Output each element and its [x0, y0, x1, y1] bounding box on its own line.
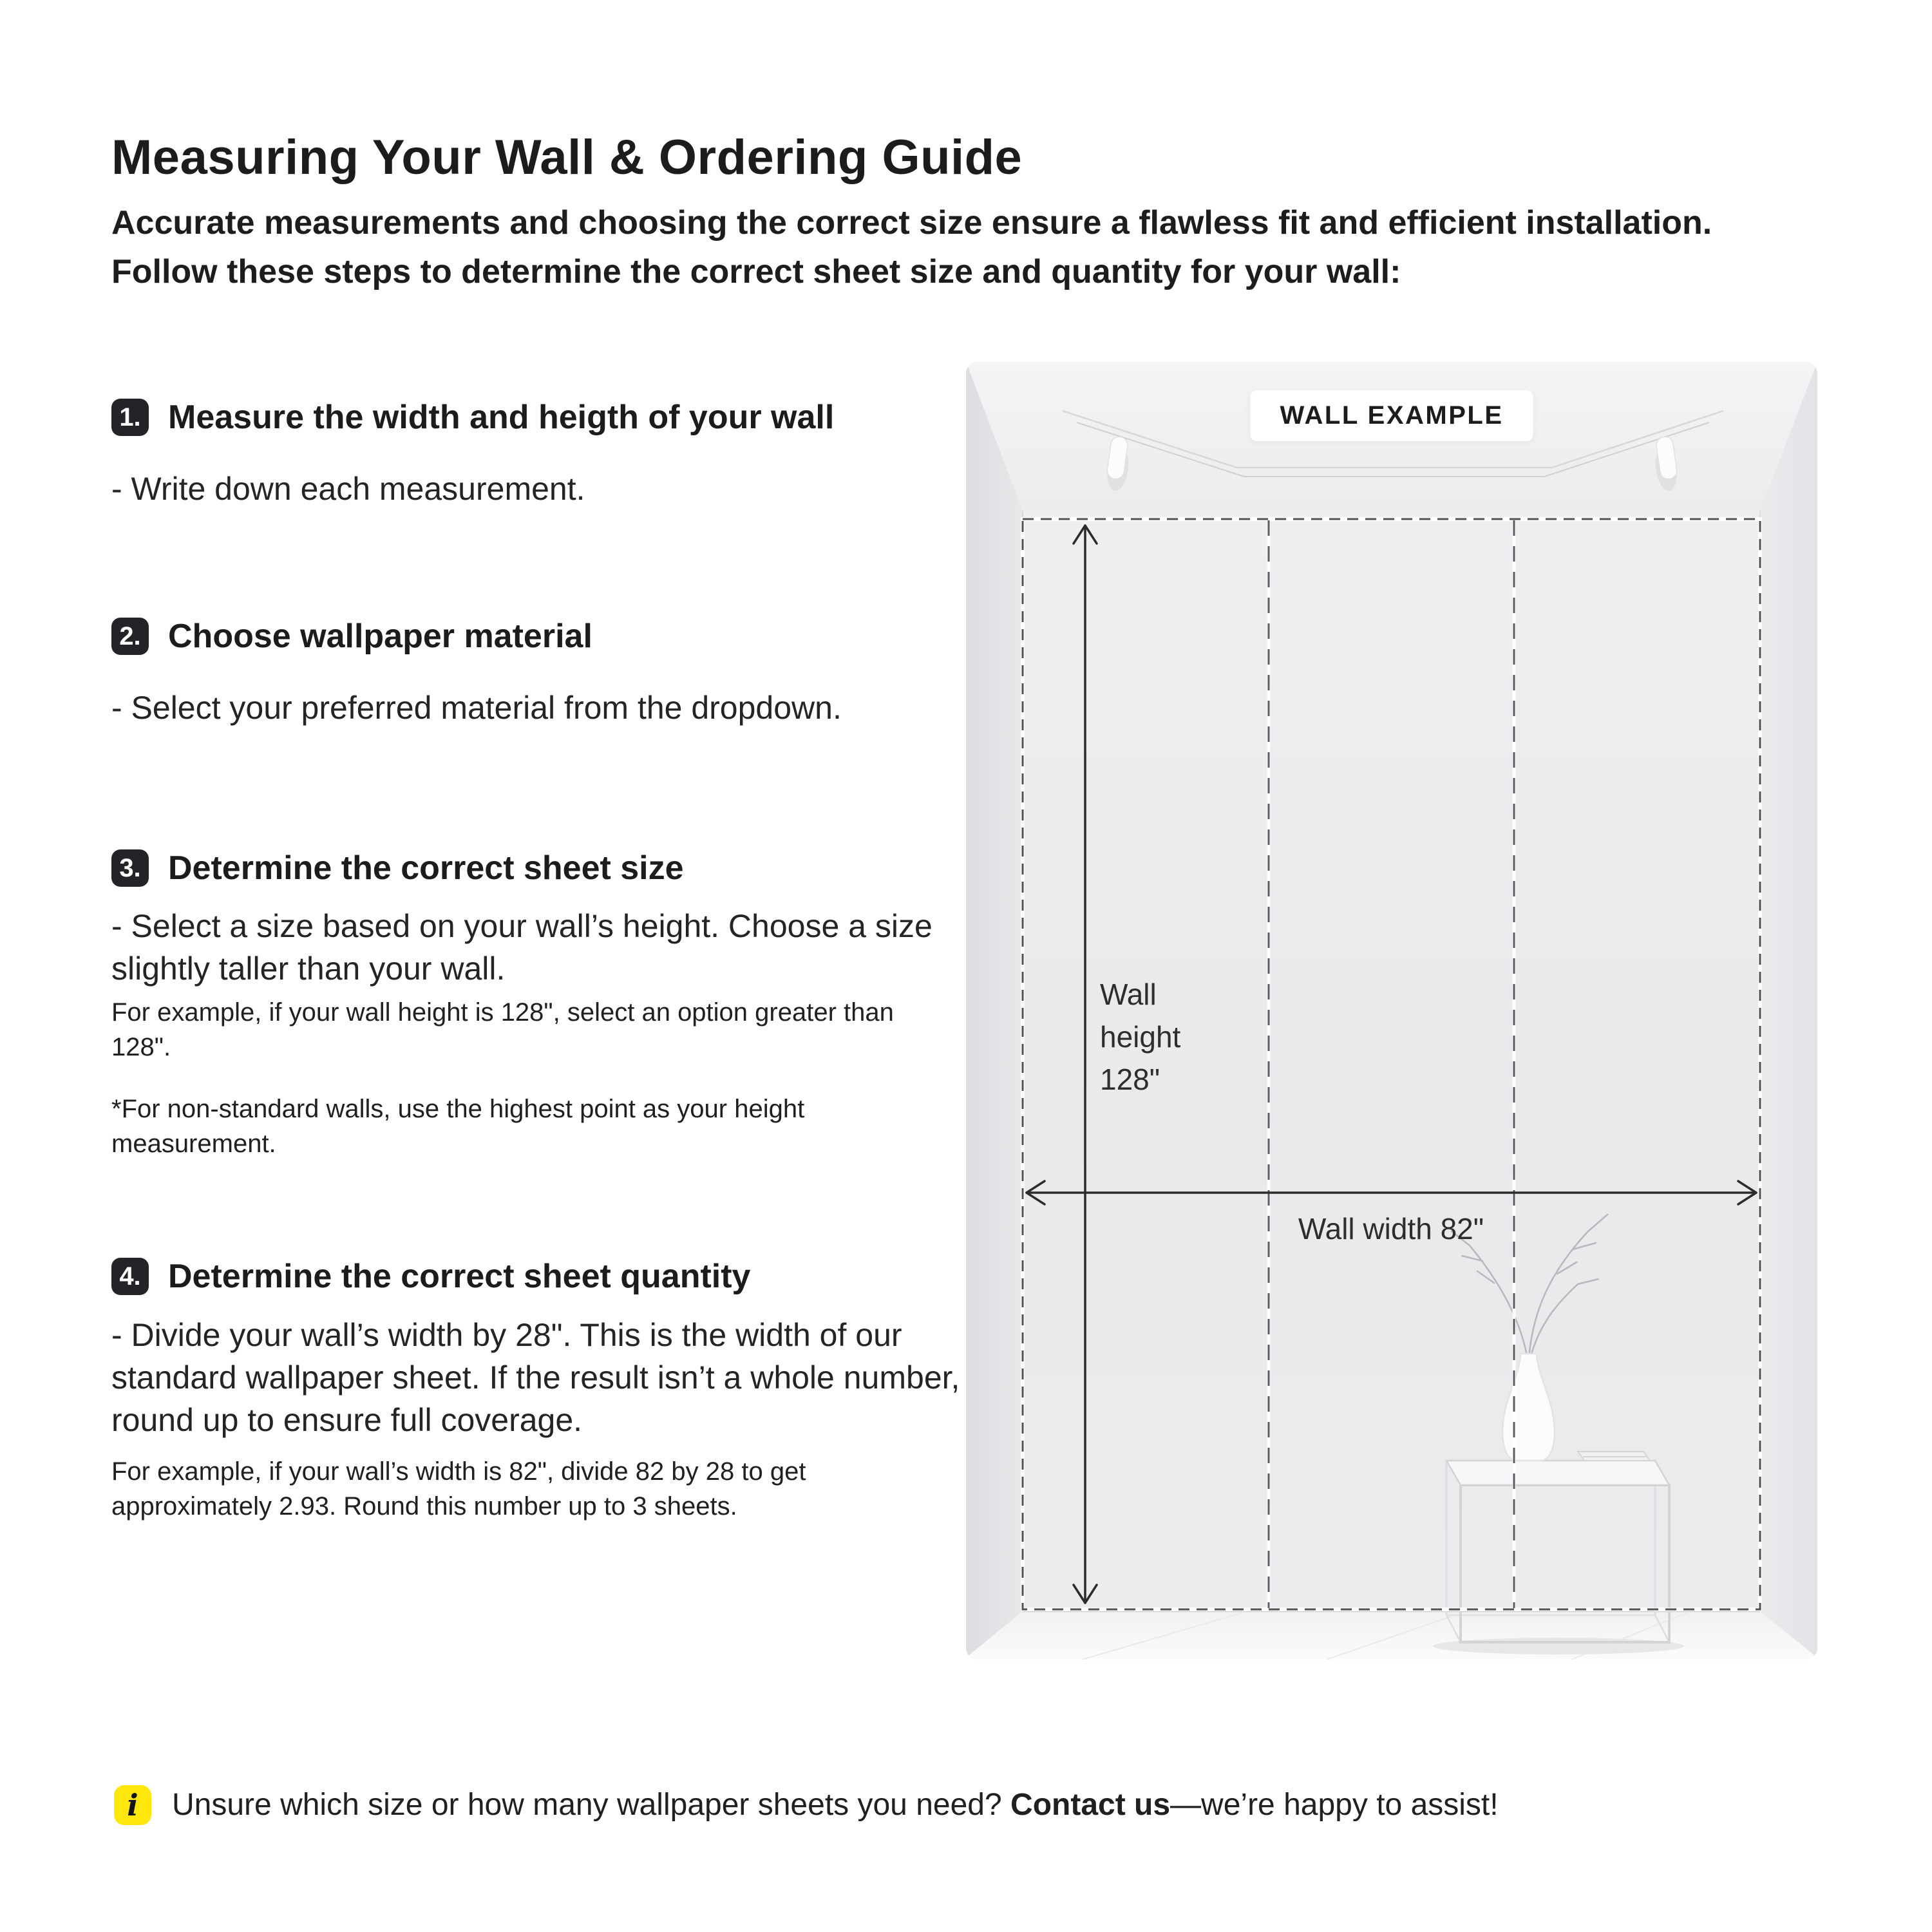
step-2-heading: Choose wallpaper material	[168, 618, 592, 655]
step-3-description: - Select a size based on your wall’s height. Choose a size slightly taller than your wall.	[111, 908, 933, 987]
step-4-number-badge: 4.	[111, 1258, 149, 1295]
left-side-wall	[966, 362, 1023, 1658]
page-title: Measuring Your Wall & Ordering Guide	[111, 129, 1023, 185]
step-1-header	[111, 398, 834, 437]
wall-example-badge: WALL EXAMPLE	[1250, 390, 1533, 441]
right-side-wall	[1760, 362, 1817, 1658]
step-2-header	[111, 617, 592, 656]
step-3-header	[111, 849, 684, 887]
floor	[966, 1611, 1817, 1660]
step-1-number-badge: 1.	[111, 399, 149, 436]
step-3-heading: Determine the correct sheet size	[168, 849, 684, 887]
footer-text-after: —we’re happy to assist!	[1170, 1788, 1499, 1822]
contact-us-link[interactable]: Contact us	[1010, 1788, 1171, 1822]
footer-help-note	[114, 1784, 1499, 1826]
step-4-example-note: For example, if your wall’s width is 82", divide 82 by 28 to get approximately 2.93. Round this number up to 3 sheets.	[111, 1457, 806, 1520]
step-3-number-badge: 3.	[111, 849, 149, 887]
step-4-description: - Divide your wall’s width by 28". This is the width of our standard wallpaper sheet. If the result isn’t a whole number, round up to ensure full coverage.	[111, 1317, 960, 1438]
step-1-heading: Measure the width and heigth of your wall	[168, 399, 835, 436]
step-2-number-badge: 2.	[111, 618, 149, 655]
step-4-heading: Determine the correct sheet quantity	[168, 1258, 751, 1295]
wall-width-label: Wall width 82"	[1298, 1212, 1484, 1245]
step-2-description: - Select your preferred material from the dropdown.	[111, 690, 842, 726]
footer-text-before: Unsure which size or how many wallpaper sheets you need?	[172, 1788, 1011, 1822]
wall-example-image	[966, 362, 1817, 1660]
step-1-description: - Write down each measurement.	[111, 471, 585, 507]
intro-line-2: Follow these steps to determine the correct sheet size and quantity for your wall:	[111, 253, 1401, 290]
wall-height-label: Wall height 128"	[1100, 978, 1181, 1096]
intro-line-1: Accurate measurements and choosing the correct size ensure a flawless fit and efficient installation.	[111, 204, 1712, 242]
footer-text	[172, 1784, 1499, 1826]
step-4-header	[111, 1257, 750, 1296]
back-wall	[1023, 511, 1760, 1611]
table-shadow	[1433, 1638, 1684, 1654]
step-3-nonstandard-note: *For non-standard walls, use the highest point as your height measurement.	[111, 1095, 805, 1158]
step-3-example-note: For example, if your wall height is 128", select an option greater than 128".	[111, 998, 894, 1061]
room-illustration	[966, 362, 1817, 1660]
intro-paragraph	[111, 198, 1915, 296]
info-icon: i	[114, 1785, 151, 1825]
book	[1578, 1452, 1650, 1461]
